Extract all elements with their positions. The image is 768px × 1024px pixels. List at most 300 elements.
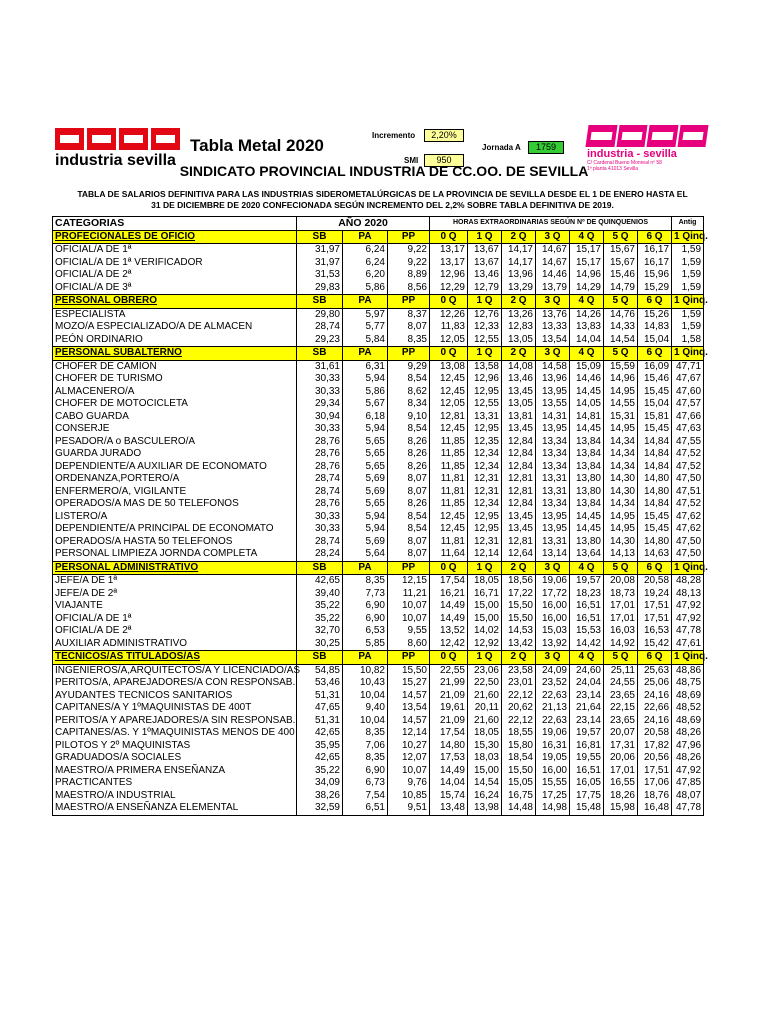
table-row [53, 448, 704, 461]
value-cell: 16,21 [430, 588, 468, 601]
section-title: PROFECIONALES DE OFICIO [53, 230, 297, 244]
value-cell: 12,83 [502, 321, 536, 334]
subcolumn-label: 5 Q [604, 347, 638, 361]
value-cell: 13,31 [536, 486, 570, 499]
subcolumn-label: 4 Q [570, 295, 604, 309]
value-cell: 14,63 [638, 548, 672, 561]
value-cell: 8,54 [388, 511, 430, 524]
value-cell: 47,61 [672, 638, 704, 651]
subcolumn-label: 6 Q [638, 347, 672, 361]
value-cell: 47,92 [672, 600, 704, 613]
value-cell: 12,45 [430, 523, 468, 536]
value-cell: 1,59 [672, 321, 704, 334]
table-header-row [53, 217, 704, 231]
value-cell: 15,00 [468, 765, 502, 778]
value-cell: 21,09 [430, 715, 468, 728]
subcolumn-label: 3 Q [536, 651, 570, 665]
value-cell: 8,54 [388, 523, 430, 536]
subcolumn-label: SB [297, 295, 343, 309]
value-cell: 14,95 [604, 423, 638, 436]
value-cell: 6,73 [343, 777, 388, 790]
category-cell: CHOFER DE CAMION [53, 360, 297, 373]
value-cell: 18,26 [604, 790, 638, 803]
value-cell: 48,69 [672, 715, 704, 728]
value-cell: 6,24 [343, 257, 388, 270]
value-cell: 1,59 [672, 257, 704, 270]
value-cell: 14,92 [604, 638, 638, 651]
value-cell: 13,81 [502, 411, 536, 424]
category-cell: MOZO/A ESPECIALIZADO/A DE ALMACEN [53, 321, 297, 334]
incremento-value: 2,20% [424, 129, 464, 142]
subcolumn-label: 1 Qinq. [672, 230, 704, 244]
value-cell: 54,85 [297, 664, 343, 677]
value-cell: 42,65 [297, 575, 343, 588]
value-cell: 18,56 [502, 575, 536, 588]
value-cell: 12,96 [468, 373, 502, 386]
table-row [53, 727, 704, 740]
value-cell: 19,24 [638, 588, 672, 601]
value-cell: 14,79 [604, 282, 638, 295]
value-cell: 13,05 [502, 398, 536, 411]
category-cell: DEPENDIENTE/A AUXILIAR DE ECONOMATO [53, 461, 297, 474]
value-cell: 47,52 [672, 448, 704, 461]
subcolumn-label: 4 Q [570, 230, 604, 244]
section-title: PERSONAL OBRERO [53, 295, 297, 309]
value-cell: 15,26 [638, 308, 672, 321]
value-cell: 47,71 [672, 360, 704, 373]
category-cell: VIAJANTE [53, 600, 297, 613]
category-cell: MAESTRO/A PRIMERA ENSEÑANZA [53, 765, 297, 778]
value-cell: 14,34 [604, 448, 638, 461]
subcolumn-label: SB [297, 230, 343, 244]
value-cell: 5,86 [343, 282, 388, 295]
table-row [53, 752, 704, 765]
value-cell: 24,55 [604, 677, 638, 690]
category-cell: PESADOR/A o BASCULERO/A [53, 436, 297, 449]
value-cell: 12,26 [430, 308, 468, 321]
value-cell: 35,22 [297, 613, 343, 626]
value-cell: 12,34 [468, 498, 502, 511]
table-row [53, 625, 704, 638]
value-cell: 6,53 [343, 625, 388, 638]
value-cell: 14,17 [502, 244, 536, 257]
value-cell: 20,11 [468, 702, 502, 715]
header-categorias: CATEGORIAS [53, 217, 297, 231]
value-cell: 19,61 [430, 702, 468, 715]
value-cell: 15,04 [638, 334, 672, 347]
category-cell: DEPENDIENTE/A PRINCIPAL DE ECONOMATO [53, 523, 297, 536]
subcolumn-label: PA [343, 347, 388, 361]
value-cell: 6,31 [343, 360, 388, 373]
value-cell: 35,95 [297, 740, 343, 753]
value-cell: 23,01 [502, 677, 536, 690]
table-row [53, 740, 704, 753]
value-cell: 12,05 [430, 334, 468, 347]
subcolumn-label: 5 Q [604, 561, 638, 575]
value-cell: 14,49 [430, 600, 468, 613]
value-cell: 30,94 [297, 411, 343, 424]
value-cell: 18,76 [638, 790, 672, 803]
value-cell: 42,65 [297, 727, 343, 740]
value-cell: 15,42 [638, 638, 672, 651]
value-cell: 48,52 [672, 702, 704, 715]
value-cell: 12,31 [468, 486, 502, 499]
value-cell: 13,84 [570, 461, 604, 474]
value-cell: 12,81 [502, 536, 536, 549]
value-cell: 13,34 [536, 448, 570, 461]
value-cell: 12,42 [430, 638, 468, 651]
value-cell: 32,59 [297, 802, 343, 815]
value-cell: 31,53 [297, 269, 343, 282]
value-cell: 21,64 [570, 702, 604, 715]
value-cell: 12,95 [468, 386, 502, 399]
table-row [53, 423, 704, 436]
value-cell: 12,05 [430, 398, 468, 411]
value-cell: 14,30 [604, 473, 638, 486]
category-cell: PERSONAL LIMPIEZA JORNDA COMPLETA [53, 548, 297, 561]
value-cell: 15,55 [536, 777, 570, 790]
table-row [53, 715, 704, 728]
category-cell: GRADUADOS/A SOCIALES [53, 752, 297, 765]
value-cell: 14,34 [604, 498, 638, 511]
category-cell: OFICIAL/A DE 1ª VERIFICADOR [53, 257, 297, 270]
table-row [53, 498, 704, 511]
value-cell: 1,59 [672, 282, 704, 295]
value-cell: 13,34 [536, 461, 570, 474]
value-cell: 48,13 [672, 588, 704, 601]
value-cell: 14,48 [502, 802, 536, 815]
value-cell: 11,85 [430, 436, 468, 449]
value-cell: 48,28 [672, 575, 704, 588]
value-cell: 30,25 [297, 638, 343, 651]
value-cell: 13,45 [502, 511, 536, 524]
value-cell: 14,57 [388, 715, 430, 728]
value-cell: 24,16 [638, 715, 672, 728]
value-cell: 16,24 [468, 790, 502, 803]
value-cell: 47,63 [672, 423, 704, 436]
value-cell: 12,34 [468, 448, 502, 461]
logo-left-text: industria sevilla [55, 152, 176, 169]
value-cell: 18,05 [468, 727, 502, 740]
value-cell: 1,59 [672, 308, 704, 321]
value-cell: 13,08 [430, 360, 468, 373]
smi-label: SMI [404, 156, 419, 165]
table-row [53, 269, 704, 282]
value-cell: 22,12 [502, 690, 536, 703]
value-cell: 24,16 [638, 690, 672, 703]
subcolumn-label: 6 Q [638, 651, 672, 665]
value-cell: 14,42 [570, 638, 604, 651]
subcolumn-label: 2 Q [502, 651, 536, 665]
table-row [53, 638, 704, 651]
table-row [53, 548, 704, 561]
value-cell: 42,65 [297, 752, 343, 765]
value-cell: 14,58 [536, 360, 570, 373]
table-row [53, 575, 704, 588]
value-cell: 12,84 [502, 448, 536, 461]
category-cell: CONSERJE [53, 423, 297, 436]
value-cell: 5,67 [343, 398, 388, 411]
value-cell: 6,90 [343, 613, 388, 626]
value-cell: 18,55 [502, 727, 536, 740]
value-cell: 8,07 [388, 473, 430, 486]
value-cell: 13,48 [430, 802, 468, 815]
value-cell: 14,34 [604, 436, 638, 449]
value-cell: 15,27 [388, 677, 430, 690]
category-cell: OPERADOS/A MAS DE 50 TELEFONOS [53, 498, 297, 511]
value-cell: 1,59 [672, 244, 704, 257]
value-cell: 14,30 [604, 536, 638, 549]
value-cell: 8,26 [388, 448, 430, 461]
value-cell: 14,26 [570, 308, 604, 321]
value-cell: 47,85 [672, 777, 704, 790]
category-cell: ORDENANZA,PORTERO/A [53, 473, 297, 486]
value-cell: 11,21 [388, 588, 430, 601]
value-cell: 20,06 [604, 752, 638, 765]
subcolumn-label: 2 Q [502, 561, 536, 575]
value-cell: 11,81 [430, 486, 468, 499]
section-header-row [53, 651, 704, 665]
value-cell: 13,05 [502, 334, 536, 347]
subcolumn-label: PP [388, 651, 430, 665]
value-cell: 47,55 [672, 436, 704, 449]
salary-table [52, 216, 708, 816]
value-cell: 8,07 [388, 536, 430, 549]
value-cell: 10,04 [343, 715, 388, 728]
ccoo-logo-mark-pink [585, 125, 708, 147]
value-cell: 14,76 [604, 308, 638, 321]
value-cell: 11,85 [430, 461, 468, 474]
value-cell: 15,67 [604, 257, 638, 270]
value-cell: 13,58 [468, 360, 502, 373]
category-cell: ENFERMERO/A, VIGILANTE [53, 486, 297, 499]
category-cell: AYUDANTES TECNICOS SANITARIOS [53, 690, 297, 703]
value-cell: 47,65 [297, 702, 343, 715]
value-cell: 15,45 [638, 386, 672, 399]
header-horas-extra: HORAS EXTRAORDINARIAS SEGÚN Nº DE QUINQUENIOS [430, 217, 672, 231]
value-cell: 47,60 [672, 386, 704, 399]
value-cell: 47,50 [672, 536, 704, 549]
value-cell: 28,74 [297, 486, 343, 499]
value-cell: 15,45 [638, 523, 672, 536]
value-cell: 15,50 [502, 765, 536, 778]
value-cell: 6,18 [343, 411, 388, 424]
table-row [53, 473, 704, 486]
value-cell: 12,79 [468, 282, 502, 295]
value-cell: 47,78 [672, 625, 704, 638]
value-cell: 47,92 [672, 613, 704, 626]
value-cell: 8,34 [388, 398, 430, 411]
value-cell: 14,17 [502, 257, 536, 270]
value-cell: 13,17 [430, 244, 468, 257]
subcolumn-label: 1 Q [468, 347, 502, 361]
value-cell: 31,97 [297, 257, 343, 270]
value-cell: 12,14 [388, 727, 430, 740]
value-cell: 14,98 [536, 802, 570, 815]
table-row [53, 461, 704, 474]
subcolumn-label: PP [388, 230, 430, 244]
value-cell: 13,31 [536, 536, 570, 549]
value-cell: 8,54 [388, 373, 430, 386]
value-cell: 6,51 [343, 802, 388, 815]
value-cell: 13,96 [502, 269, 536, 282]
value-cell: 16,03 [604, 625, 638, 638]
value-cell: 15,50 [502, 600, 536, 613]
category-cell: CHOFER DE TURISMO [53, 373, 297, 386]
table-row [53, 360, 704, 373]
category-cell: ALMACENERO/A [53, 386, 297, 399]
subcolumn-label: 0 Q [430, 651, 468, 665]
value-cell: 18,23 [570, 588, 604, 601]
table-row [53, 790, 704, 803]
value-cell: 12,96 [430, 269, 468, 282]
subcolumn-label: PP [388, 347, 430, 361]
category-cell: JEFE/A DE 1ª [53, 575, 297, 588]
value-cell: 13,98 [468, 802, 502, 815]
value-cell: 47,62 [672, 511, 704, 524]
value-cell: 13,54 [388, 702, 430, 715]
value-cell: 15,03 [536, 625, 570, 638]
table-row [53, 373, 704, 386]
value-cell: 6,24 [343, 244, 388, 257]
value-cell: 23,58 [502, 664, 536, 677]
value-cell: 14,31 [536, 411, 570, 424]
subtitle-line-2: 31 DE DICIEMBRE DE 2020 CONFECIONADA SEGÚN INCREMENTO DEL 2,2% SOBRE TABLA DEFINITIVA DE 2019. [151, 200, 614, 210]
value-cell: 10,27 [388, 740, 430, 753]
value-cell: 22,66 [638, 702, 672, 715]
value-cell: 7,54 [343, 790, 388, 803]
table-row [53, 702, 704, 715]
subcolumn-label: 4 Q [570, 347, 604, 361]
value-cell: 29,80 [297, 308, 343, 321]
value-cell: 14,49 [430, 765, 468, 778]
value-cell: 5,69 [343, 536, 388, 549]
value-cell: 6,90 [343, 600, 388, 613]
value-cell: 12,29 [430, 282, 468, 295]
subcolumn-label: 1 Qinq. [672, 561, 704, 575]
value-cell: 13,80 [570, 536, 604, 549]
value-cell: 16,31 [536, 740, 570, 753]
smi-value: 950 [424, 154, 464, 167]
value-cell: 15,67 [604, 244, 638, 257]
table-row [53, 244, 704, 257]
value-cell: 5,94 [343, 373, 388, 386]
value-cell: 12,81 [430, 411, 468, 424]
value-cell: 8,35 [343, 575, 388, 588]
category-cell: CAPITANES/A Y 1ºMAQUINISTAS DE 400T [53, 702, 297, 715]
value-cell: 15,45 [638, 511, 672, 524]
value-cell: 11,64 [430, 548, 468, 561]
value-cell: 13,54 [536, 334, 570, 347]
value-cell: 19,55 [570, 752, 604, 765]
value-cell: 9,29 [388, 360, 430, 373]
value-cell: 11,83 [430, 321, 468, 334]
value-cell: 14,80 [430, 740, 468, 753]
value-cell: 21,60 [468, 690, 502, 703]
category-cell: CAPITANES/AS. Y 1ºMAQUINISTAS MENOS DE 400 [53, 727, 297, 740]
value-cell: 24,04 [570, 677, 604, 690]
value-cell: 14,45 [570, 523, 604, 536]
value-cell: 9,51 [388, 802, 430, 815]
value-cell: 13,46 [468, 269, 502, 282]
value-cell: 10,04 [343, 690, 388, 703]
subcolumn-label: 2 Q [502, 230, 536, 244]
value-cell: 5,94 [343, 423, 388, 436]
value-cell: 18,54 [502, 752, 536, 765]
value-cell: 8,54 [388, 423, 430, 436]
value-cell: 14,96 [570, 269, 604, 282]
table-row [53, 777, 704, 790]
value-cell: 15,05 [502, 777, 536, 790]
value-cell: 28,76 [297, 448, 343, 461]
value-cell: 13,26 [502, 308, 536, 321]
table-row [53, 334, 704, 347]
value-cell: 30,33 [297, 511, 343, 524]
value-cell: 14,95 [604, 386, 638, 399]
value-cell: 16,51 [570, 613, 604, 626]
value-cell: 15,31 [604, 411, 638, 424]
table-row [53, 411, 704, 424]
value-cell: 16,17 [638, 257, 672, 270]
value-cell: 13,42 [502, 638, 536, 651]
value-cell: 5,85 [343, 638, 388, 651]
value-cell: 16,00 [536, 600, 570, 613]
subcolumn-label: 3 Q [536, 561, 570, 575]
value-cell: 14,04 [570, 334, 604, 347]
value-cell: 12,31 [468, 536, 502, 549]
category-cell: OFICIAL/A DE 2ª [53, 269, 297, 282]
value-cell: 14,46 [536, 269, 570, 282]
value-cell: 16,53 [638, 625, 672, 638]
value-cell: 29,83 [297, 282, 343, 295]
value-cell: 14,02 [468, 625, 502, 638]
value-cell: 25,11 [604, 664, 638, 677]
value-cell: 15,50 [388, 664, 430, 677]
value-cell: 22,12 [502, 715, 536, 728]
subcolumn-label: 2 Q [502, 295, 536, 309]
value-cell: 12,95 [468, 423, 502, 436]
value-cell: 39,40 [297, 588, 343, 601]
value-cell: 28,76 [297, 461, 343, 474]
value-cell: 14,46 [570, 373, 604, 386]
value-cell: 13,84 [570, 448, 604, 461]
value-cell: 21,60 [468, 715, 502, 728]
value-cell: 13,55 [536, 398, 570, 411]
value-cell: 15,00 [468, 600, 502, 613]
section-header-row [53, 561, 704, 575]
value-cell: 15,17 [570, 244, 604, 257]
value-cell: 14,55 [604, 398, 638, 411]
value-cell: 8,07 [388, 321, 430, 334]
value-cell: 10,85 [388, 790, 430, 803]
value-cell: 12,34 [468, 461, 502, 474]
value-cell: 47,57 [672, 398, 704, 411]
value-cell: 14,84 [638, 436, 672, 449]
value-cell: 15,04 [638, 398, 672, 411]
value-cell: 13,45 [502, 386, 536, 399]
value-cell: 13,95 [536, 511, 570, 524]
value-cell: 16,71 [468, 588, 502, 601]
subcolumn-label: 3 Q [536, 295, 570, 309]
value-cell: 25,06 [638, 677, 672, 690]
subcolumn-label: PA [343, 295, 388, 309]
subcolumn-label: 5 Q [604, 295, 638, 309]
value-cell: 5,84 [343, 334, 388, 347]
value-cell: 12,14 [468, 548, 502, 561]
table-row [53, 386, 704, 399]
subcolumn-label: 1 Q [468, 295, 502, 309]
category-cell: ESPECIALISTA [53, 308, 297, 321]
